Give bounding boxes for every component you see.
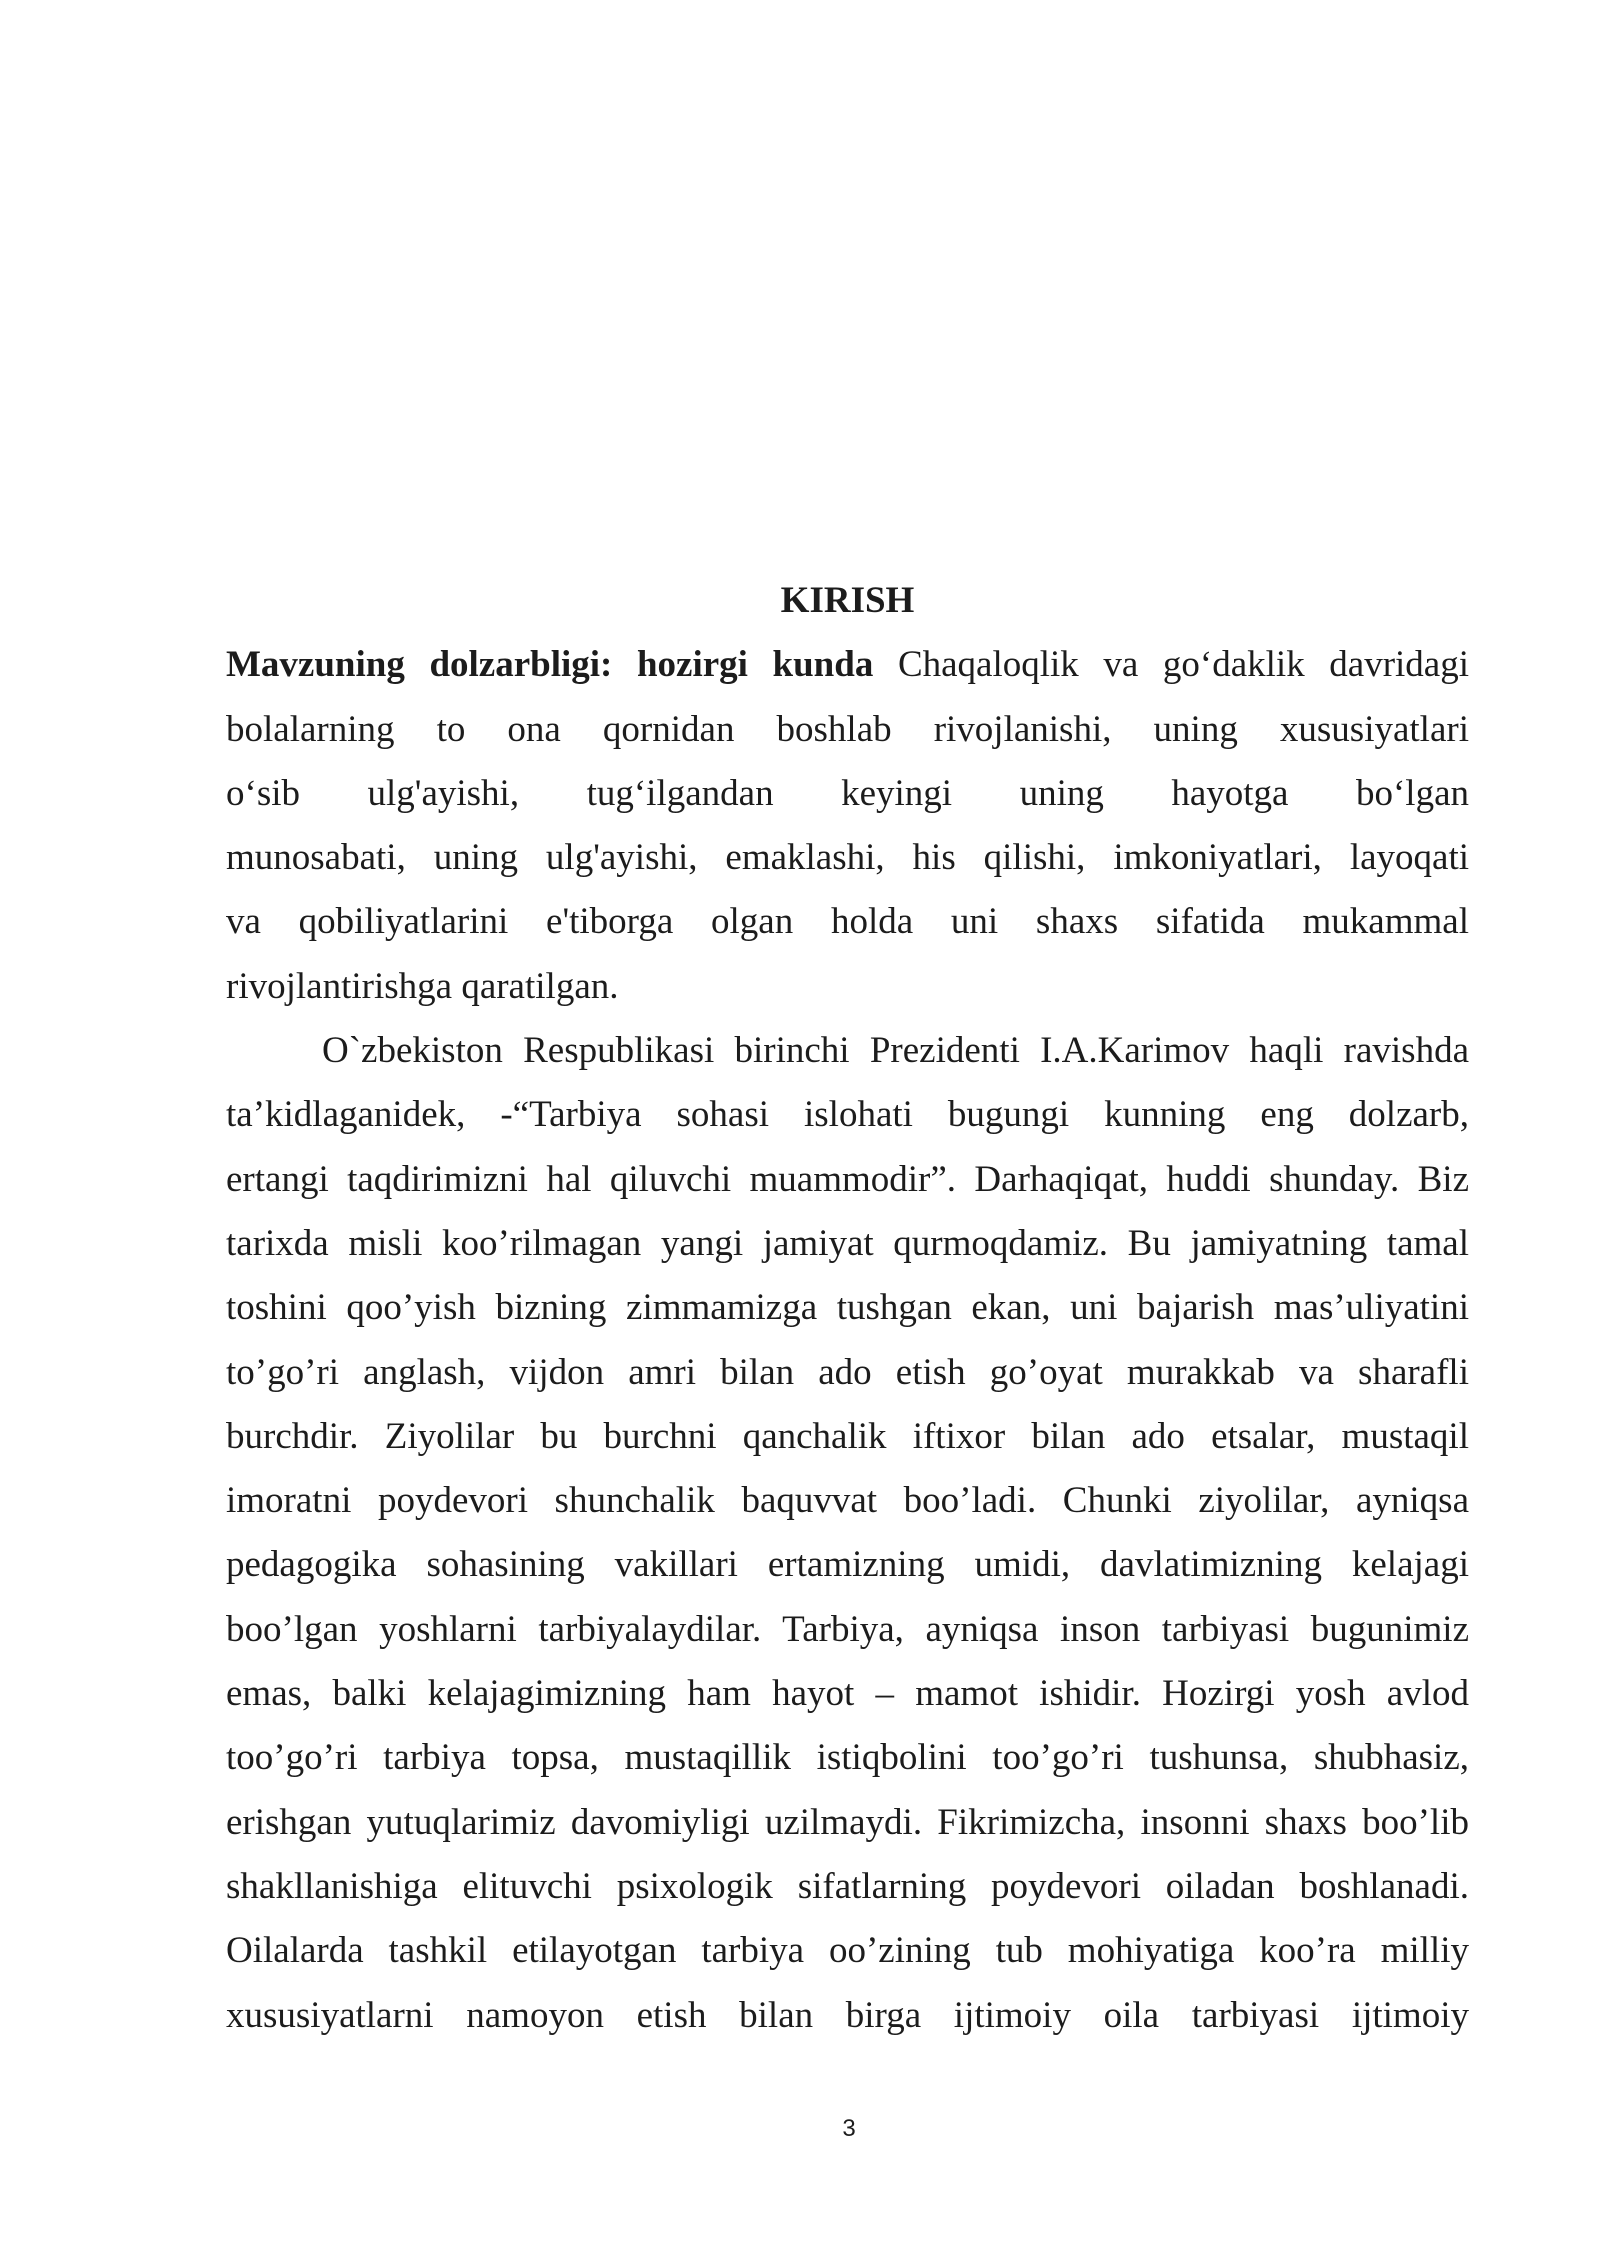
text-line: bolalarning to ona qornidan boshlab rivojlanishi, uning xususiyatlari [226,708,1469,750]
text-line: burchdir. Ziyolilar bu burchni qanchalik iftixor bilan ado etsalar, mustaqil [226,1415,1469,1457]
text-line: too’go’ri tarbiya topsa, mustaqillik istiqbolini too’go’ri tushunsa, shubhasiz, [226,1737,1469,1779]
text-line: xususiyatlarni namoyon etish bilan birga ijtimoiy oila tarbiyasi ijtimoiy [226,1994,1469,2036]
text-line: toshini qoo’yish bizning zimmamizga tushgan ekan, uni bajarish mas’uliyatini [226,1287,1469,1329]
text-line: munosabati, uning ulg'ayishi, emaklashi, his qilishi, imkoniyatlari, layoqati [226,837,1469,879]
text-line [226,633,1469,697]
text-line: O`zbekiston Respublikasi birinchi Prezidenti I.A.Karimov haqli ravishda [322,1030,1469,1072]
lead-bold-text: Mavzuning dolzarbligi: hozirgi kunda [226,644,874,686]
text-line: emas, balki kelajagimizning ham hayot – mamot ishidir. Hozirgi yosh avlod [226,1673,1469,1715]
paragraph-body [226,1019,1469,2048]
document-body [226,569,1469,2048]
text-line: o‘sib ulg'ayishi, tug‘ilgandan keyingi uning hayotga bo‘lgan [226,772,1469,814]
text-line: tarixda misli koo’rilmagan yangi jamiyat qurmoqdamiz. Bu jamiyatning tamal [226,1222,1469,1264]
text-line: ertangi taqdirimizni hal qiluvchi muammodir”. Darhaqiqat, huddi shunday. Biz [226,1158,1469,1200]
text-line: erishgan yutuqlarimiz davomiyligi uzilmaydi. Fikrimizcha, insonni shaxs boo’lib [226,1801,1469,1843]
text-line-content: Chaqaloqlik va go‘daklik davridagi [897,644,1469,686]
text-line: imoratni poydevori shunchalik baquvvat boo’ladi. Chunki ziyolilar, ayniqsa [226,1480,1469,1522]
text-line: Oilalarda tashkil etilayotgan tarbiya oo’zining tub mohiyatiga koo’ra milliy [226,1930,1469,1972]
text-line: rivojlantirishga qaratilgan. [226,965,619,1007]
page-number: 3 [842,2115,856,2142]
text-line: va qobiliyatlarini e'tiborga olgan holda uni shaxs sifatida mukammal [226,901,1469,943]
text-line: boo’lgan yoshlarni tarbiyalaydilar. Tarbiya, ayniqsa inson tarbiyasi bugunimiz [226,1608,1469,1650]
section-heading: KIRISH [780,580,915,621]
paragraph-relevance [226,633,1469,1019]
text-line: to’go’ri anglash, vijdon amri bilan ado etish go’oyat murakkab va sharafli [226,1351,1469,1393]
text-line: ta’kidlaganidek, -“Tarbiya sohasi islohati bugungi kunning eng dolzarb, [226,1094,1469,1136]
text-line: shakllanishiga elituvchi psixologik sifatlarning poydevori oiladan boshlanadi. [226,1865,1469,1907]
text-line: pedagogika sohasining vakillari ertamizning umidi, davlatimizning kelajagi [226,1544,1469,1586]
